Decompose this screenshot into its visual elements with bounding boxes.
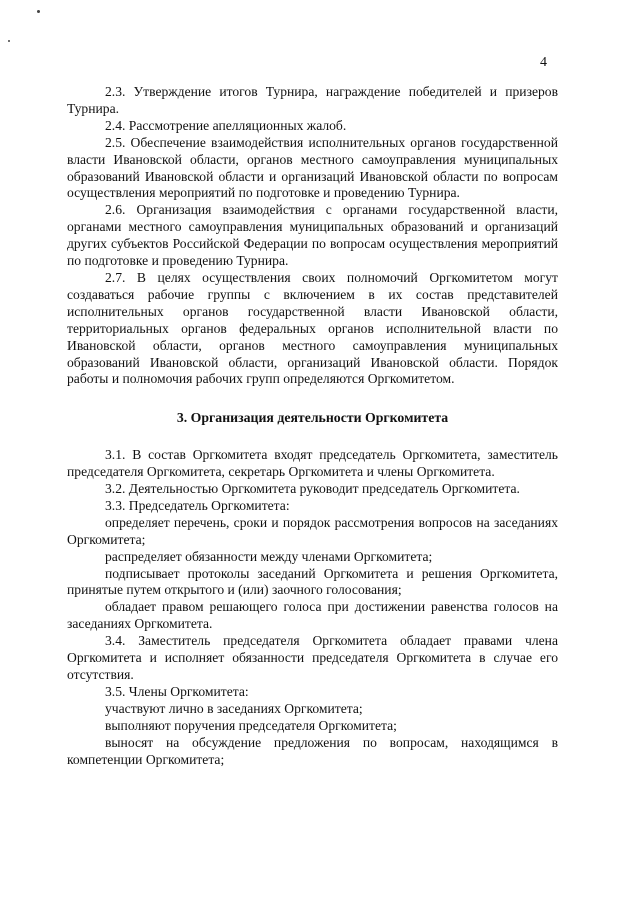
list-item: подписывает протоколы заседаний Оргкомитета и решения Оргкомитета, принятые путем открытого и (или) заочного голосования;	[67, 565, 558, 598]
paragraph-2-5: 2.5. Обеспечение взаимодействия исполнительных органов государственной власти Ивановской области, органов местного самоуправления муниципальных образований Ивановской области и организаций Ивановской области по вопросам осуществления мероприятий по подготовке и проведению Турнира.	[67, 134, 558, 201]
list-item: участвуют лично в заседаниях Оргкомитета;	[105, 700, 363, 716]
list-item: обладает правом решающего голоса при достижении равенства голосов на заседаниях Оргкомитета.	[67, 599, 558, 632]
document-body	[67, 84, 558, 768]
paragraph-2-7: 2.7. В целях осуществления своих полномочий Оргкомитетом могут создаваться рабочие группы с включением в их состав представителей исполнительных органов государственной власти Ивановской области, территориальных органов федеральных органов исполнительной власти по Ивановской области, органов местного самоуправления муниципальных образований Ивановской области, организаций Ивановской области. Порядок работы и полномочия рабочих групп определяются Оргкомитетом.	[67, 269, 558, 387]
paragraph-3-1: 3.1. В состав Оргкомитета входят председатель Оргкомитета, заместитель председателя Оргкомитета, секретарь Оргкомитета и члены Оргкомитета.	[67, 447, 558, 480]
paragraph-2-4: 2.4. Рассмотрение апелляционных жалоб.	[105, 117, 347, 133]
list-item: выносят на обсуждение предложения по вопросам, находящимся в компетенции Оргкомитета;	[67, 734, 558, 767]
paragraph-2-3: 2.3. Утверждение итогов Турнира, награждение победителей и призеров Турнира.	[67, 84, 558, 116]
paragraph-3-5: 3.5. Члены Оргкомитета:	[105, 683, 249, 699]
paragraph-2-6: 2.6. Организация взаимодействия с органами государственной власти, органами местного самоуправления муниципальных образований и организаций других субъектов Российской Федерации по вопросам осуществления мероприятий по подготовке и проведению Турнира.	[67, 202, 558, 269]
list-item: распределяет обязанности между членами Оргкомитета;	[105, 548, 433, 564]
paragraph-3-4: 3.4. Заместитель председателя Оргкомитета обладает правами члена Оргкомитета и исполняет обязанности председателя Оргкомитета в случае его отсутствия.	[67, 633, 558, 682]
scan-speck	[37, 10, 40, 13]
page-number: 4	[540, 55, 547, 70]
paragraph-3-3: 3.3. Председатель Оргкомитета:	[105, 497, 290, 513]
scan-speck	[8, 40, 10, 42]
list-item: выполняют поручения председателя Оргкомитета;	[105, 717, 397, 733]
paragraph-3-2: 3.2. Деятельностью Оргкомитета руководит председатель Оргкомитета.	[105, 481, 520, 497]
section-heading: 3. Организация деятельности Оргкомитета	[176, 410, 449, 426]
list-item: определяет перечень, сроки и порядок рассмотрения вопросов на заседаниях Оргкомитета;	[67, 514, 558, 547]
